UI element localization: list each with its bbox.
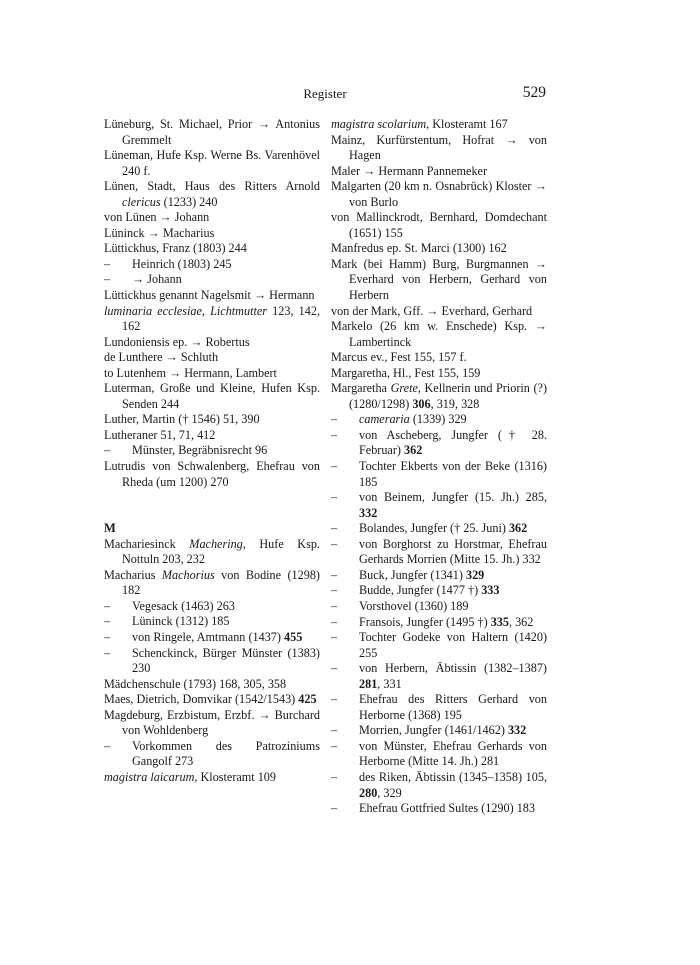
entry-text: Tochter Ekberts von der Beke (1316) 185 (359, 459, 547, 489)
entry-text: , 329 (377, 785, 402, 800)
entry-text: de Lunthere → Schluth (104, 350, 219, 365)
italic-term: Grete (390, 381, 418, 396)
entry-text: Lutrudis von Schwalenberg, Ehefrau von Rheda (um 1200) 270 (104, 459, 320, 489)
bold-page-ref: 333 (481, 583, 500, 598)
index-entry (104, 226, 320, 242)
bold-page-ref: 362 (404, 443, 423, 458)
entry-text: Lünen, Stadt, Haus des Ritters Arnold (104, 179, 320, 194)
entry-text: Magdeburg, Erzbistum, Erzbf. → Burchard von Wohldenberg (104, 707, 320, 738)
entry-text: Lüninck → Macharius (104, 225, 215, 240)
entry-text: Buck, Jungfer (1341) (359, 567, 466, 582)
entry-text: Macharius (104, 567, 162, 582)
index-subentry (331, 661, 547, 692)
entry-text: Lüttickhus, Franz (1803) 244 (104, 241, 247, 256)
index-subentry (331, 630, 547, 661)
entry-text: von Münster, Ehefrau Gerhards von Herborne (Mitte 14. Jh.) 281 (359, 738, 547, 769)
index-subentry (104, 739, 320, 770)
bold-page-ref: 425 (298, 692, 317, 707)
index-subentry (331, 521, 547, 537)
index-entry (104, 210, 320, 226)
entry-text: Margaretha (331, 381, 391, 396)
index-subentry (331, 568, 547, 584)
entry-text: Bolandes, Jungfer († 25. Juni) (359, 521, 509, 536)
entry-text: von Bodine (1298) 182 (122, 567, 320, 598)
running-head (104, 84, 546, 104)
entry-text: von Herbern, Äbtissin (1382–1387) (359, 661, 547, 676)
index-entry (104, 770, 320, 786)
index-subentry (331, 583, 547, 599)
entry-text: von Ascheberg, Jungfer († 28. Februar) (359, 427, 547, 458)
index-subentry (104, 599, 320, 615)
page-number: 529 (522, 84, 546, 101)
index-entry (104, 117, 320, 148)
entry-text: Vorsthovel (1360) 189 (359, 598, 469, 613)
entry-text: von Borghorst zu Horstmar, Ehefrau Gerhards Morrien (Mitte 15. Jh.) 332 (359, 536, 547, 567)
index-subentry (331, 723, 547, 739)
index-subentry (104, 614, 320, 630)
index-subentry (104, 443, 320, 459)
index-subentry (331, 692, 547, 723)
italic-term: Machering (189, 536, 243, 551)
index-subentry (331, 615, 547, 631)
section-gap (104, 490, 320, 521)
bold-page-ref: 362 (508, 521, 528, 536)
index-subentry (104, 272, 320, 288)
italic-term: luminaria ecclesiae, Lichtmutter (104, 303, 267, 318)
entry-text: , Hufe Ksp. Nottuln 203, 232 (122, 536, 320, 567)
entry-text: Ehefrau des Ritters Gerhard von Herborne (1368) 195 (359, 692, 547, 722)
entry-text: des Riken, Äbtissin (1345–1358) 105, (359, 769, 547, 784)
entry-text: Maler → Hermann Pannemeker (331, 163, 488, 178)
entry-text: Maes, Dietrich, Domvikar (1542/1543) (104, 692, 299, 707)
index-entry (104, 350, 320, 366)
entry-text: Lundoniensis ep. → Robertus (104, 334, 250, 349)
index-entry (104, 366, 320, 382)
entry-text: Heinrich (1803) 245 (132, 256, 232, 271)
italic-term: magistra laicarum (104, 769, 195, 784)
bold-page-ref: 335 (490, 614, 509, 629)
entry-text: 123, 142, 162 (122, 303, 320, 334)
entry-text: Mark (bei Hamm) Burg, Burgmannen → Everhard von Herbern, Gerhard von Herbern (331, 256, 547, 303)
index-entry (104, 179, 320, 210)
index-list-l (104, 117, 320, 490)
entry-text: Budde, Jungfer (1477 †) (359, 583, 482, 598)
entry-text: Mainz, Kurfürstentum, Hofrat → von Hagen (331, 132, 547, 163)
entry-text: , Klosteramt 109 (194, 769, 276, 784)
entry-text: Lutheraner 51, 71, 412 (104, 427, 216, 442)
index-entry (331, 381, 547, 412)
index-subentry (331, 801, 547, 817)
entry-text: Schenckinck, Bürger Münster (1383) 230 (132, 645, 320, 676)
entry-text: von Mallinckrodt, Bernhard, Domdechant (1651) 155 (331, 210, 547, 240)
index-subentry (331, 459, 547, 490)
entry-text: Malgarten (20 km n. Osnabrück) Kloster → von Burlo (331, 179, 547, 209)
entry-text: , 362 (508, 614, 534, 629)
index-entry (104, 537, 320, 568)
entry-text: Morrien, Jungfer (1461/1462) (359, 723, 508, 738)
index-entry (104, 412, 320, 428)
index-entry (104, 692, 320, 708)
entry-text: Luterman, Große und Kleine, Hufen Ksp. Senden 244 (104, 381, 320, 411)
index-subentry (104, 257, 320, 273)
bold-page-ref: 306 (412, 396, 431, 411)
index-subentry (331, 490, 547, 521)
index-entry (104, 381, 320, 412)
entry-text: Luther, Martin († 1546) 51, 390 (104, 412, 260, 427)
index-entry (104, 677, 320, 693)
index-entry (331, 350, 547, 366)
index-entry (331, 117, 547, 133)
right-column (331, 117, 547, 817)
entry-text: Margaretha, Hl., Fest 155, 159 (331, 365, 481, 380)
italic-term: Machorius (161, 567, 215, 582)
left-column (104, 117, 320, 785)
bold-page-ref: 329 (465, 567, 485, 582)
entry-text: Lüneburg, St. Michael, Prior → Antonius Gremmelt (104, 117, 320, 147)
section-letter: M (104, 521, 116, 536)
italic-term: magistra scolarium (331, 117, 427, 131)
index-entry (104, 335, 320, 351)
entry-text: Mädchenschule (1793) 168, 305, 358 (104, 676, 287, 691)
index-subentry (331, 537, 547, 568)
bold-page-ref: 280 (359, 785, 378, 800)
bold-page-ref: 332 (507, 723, 527, 738)
bold-page-ref: 455 (284, 629, 303, 644)
entry-text: von Ringele, Amtmann (1437) (132, 629, 284, 644)
index-list-m-continued (331, 117, 547, 817)
entry-text: Münster, Begräbnisrecht 96 (132, 443, 268, 458)
index-entry (104, 708, 320, 739)
entry-text: Manfredus ep. St. Marci (1300) 162 (331, 241, 507, 256)
entry-text: Fransois, Jungfer (1495 †) (359, 614, 491, 629)
index-entry (331, 133, 547, 164)
index-entry (331, 210, 547, 241)
entry-text: (1339) 329 (409, 412, 467, 427)
index-entry (104, 148, 320, 179)
index-entry (331, 179, 547, 210)
entry-text: (1233) 240 (160, 194, 218, 209)
entry-text: , 331 (377, 676, 402, 691)
index-entry (104, 288, 320, 304)
entry-text: Machariesinck (104, 536, 190, 551)
italic-term: clericus (122, 194, 161, 209)
entry-text: , Kellnerin und Priorin (?) (1280/1298) (349, 381, 548, 411)
index-entry (104, 459, 320, 490)
index-entry (331, 304, 547, 320)
index-entry (104, 304, 320, 335)
index-entry (104, 428, 320, 444)
entry-text: Marcus ev., Fest 155, 157 f. (331, 350, 467, 365)
entry-text: Markelo (26 km w. Enschede) Ksp. → Lambertinck (331, 319, 547, 349)
entry-text: von der Mark, Gff. → Everhard, Gerhard (331, 303, 533, 318)
index-entry (104, 241, 320, 257)
entry-text: von Lünen → Johann (104, 210, 210, 225)
index-subentry (104, 646, 320, 677)
index-entry (331, 241, 547, 257)
index-entry (331, 319, 547, 350)
entry-text: Ehefrau Gottfried Sultes (1290) 183 (359, 801, 535, 816)
index-subentry (331, 428, 547, 459)
index-subentry (331, 770, 547, 801)
index-subentry (331, 412, 547, 428)
index-subentry (331, 599, 547, 615)
entry-text: , 319, 328 (430, 396, 480, 411)
entry-text: to Lutenhem → Hermann, Lambert (104, 365, 277, 380)
entry-text: Vegesack (1463) 263 (132, 598, 235, 613)
entry-text: von Beinem, Jungfer (15. Jh.) 285, (359, 490, 547, 505)
index-subentry (104, 630, 320, 646)
index-entry (331, 366, 547, 382)
index-entry (331, 257, 547, 304)
index-entry (331, 164, 547, 180)
index-entry (104, 568, 320, 599)
italic-term: cameraria (359, 412, 410, 427)
bold-page-ref: 281 (359, 676, 378, 691)
index-list-m (104, 537, 320, 786)
entry-text: Vorkommen des Patroziniums Gangolf 273 (132, 738, 320, 769)
entry-text: Lüttickhus genannt Nagelsmit → Hermann (104, 288, 315, 303)
running-title: Register (303, 86, 347, 101)
entry-text: → Johann (132, 272, 182, 287)
bold-page-ref: 332 (359, 505, 378, 520)
index-subentry (331, 739, 547, 770)
entry-text: Tochter Godeke von Haltern (1420) 255 (359, 630, 547, 660)
entry-text: , Klosteramt 167 (426, 117, 508, 131)
entry-text: Lüninck (1312) 185 (132, 614, 230, 629)
entry-text: Lüneman, Hufe Ksp. Werne Bs. Varenhövel 240 f. (104, 148, 320, 178)
